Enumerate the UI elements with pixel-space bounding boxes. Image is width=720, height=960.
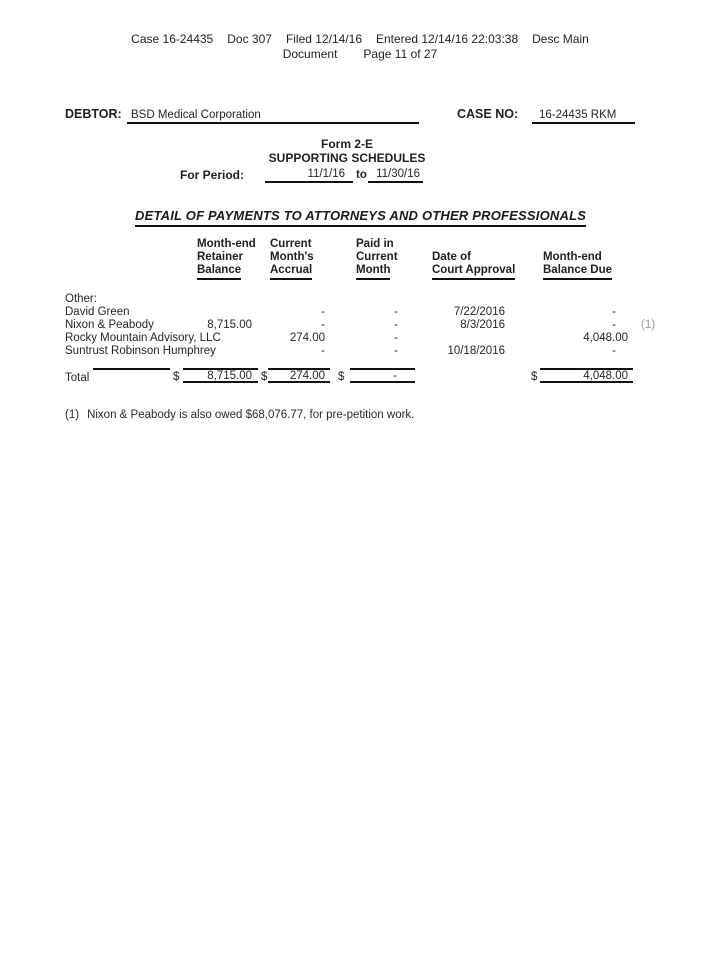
row-paid: - bbox=[394, 319, 398, 331]
row-note-ref: (1) bbox=[641, 319, 656, 331]
period-label: For Period: bbox=[180, 168, 245, 182]
header-paid-2: Current bbox=[356, 251, 398, 263]
header-accrual-2: Month's bbox=[270, 251, 314, 263]
row-paid: - bbox=[394, 306, 398, 318]
header-balance-1: Month-end bbox=[543, 251, 602, 263]
section-title: DETAIL OF PAYMENTS TO ATTORNEYS AND OTHER PROFESSIONALS bbox=[135, 208, 586, 227]
row-date: 10/18/2016 bbox=[447, 345, 505, 357]
row-accrual: 274.00 bbox=[289, 332, 325, 344]
period-from-field: 11/1/16 bbox=[265, 167, 353, 183]
header-retainer-2: Retainer bbox=[197, 251, 244, 263]
row-accrual: - bbox=[321, 319, 325, 331]
total-paid-currency: $ bbox=[338, 371, 345, 383]
group-label: Other: bbox=[65, 293, 97, 305]
row-balance: 4,048.00 bbox=[583, 332, 628, 344]
case-no-label: CASE NO: bbox=[457, 107, 519, 121]
table-header-line-1 bbox=[0, 238, 720, 252]
total-label: Total bbox=[65, 372, 90, 384]
total-accrual-value: 274.00 bbox=[268, 368, 330, 383]
table-group-row bbox=[0, 293, 720, 307]
table-header-line-3 bbox=[0, 264, 720, 278]
table-row bbox=[0, 306, 720, 320]
table-header-line-2 bbox=[0, 251, 720, 265]
header-paid-3: Month bbox=[356, 264, 390, 280]
footnote bbox=[65, 409, 414, 421]
table-row bbox=[0, 332, 720, 346]
stamp-document: Document bbox=[282, 47, 338, 61]
row-date: 7/22/2016 bbox=[453, 306, 505, 318]
stamp-desc: Desc Main bbox=[532, 32, 589, 46]
court-stamp-header bbox=[0, 32, 720, 62]
stamp-entered: Entered 12/14/16 22:03:38 bbox=[376, 32, 519, 46]
row-balance: - bbox=[612, 345, 616, 357]
row-balance: - bbox=[612, 306, 616, 318]
table-row bbox=[0, 345, 720, 359]
debtor-value-field: BSD Medical Corporation bbox=[127, 108, 419, 124]
total-retainer-value: 8,715.00 bbox=[183, 368, 258, 383]
debtor-label: DEBTOR: bbox=[65, 107, 122, 121]
case-no-value-field: 16-24435 RKM bbox=[532, 108, 635, 124]
header-retainer-1: Month-end bbox=[197, 238, 256, 250]
row-name: Suntrust Robinson Humphrey bbox=[65, 345, 216, 357]
stamp-filed: Filed 12/14/16 bbox=[285, 32, 362, 46]
row-paid: - bbox=[394, 345, 398, 357]
total-balance-currency: $ bbox=[531, 371, 538, 383]
header-accrual-1: Current bbox=[270, 238, 312, 250]
header-date-1: Date of bbox=[432, 251, 471, 263]
header-balance-2: Balance Due bbox=[543, 264, 612, 280]
table-total-row bbox=[0, 368, 720, 386]
header-paid-1: Paid in bbox=[356, 238, 394, 250]
header-retainer-3: Balance bbox=[197, 264, 241, 280]
row-balance: - bbox=[612, 319, 616, 331]
total-name-rule bbox=[93, 368, 170, 370]
row-retainer: 8,715.00 bbox=[207, 319, 252, 331]
stamp-case: Case 16-24435 bbox=[131, 32, 214, 46]
row-paid: - bbox=[394, 332, 398, 344]
header-date-2: Court Approval bbox=[432, 264, 515, 280]
total-paid-value: - bbox=[350, 368, 415, 383]
period-to-label: to bbox=[356, 169, 367, 181]
row-name: Nixon & Peabody bbox=[65, 319, 154, 331]
table-row bbox=[0, 319, 720, 333]
period-to-field: 11/30/16 bbox=[368, 167, 423, 183]
stamp-doc: Doc 307 bbox=[227, 32, 272, 46]
row-name: David Green bbox=[65, 306, 130, 318]
row-accrual: - bbox=[321, 345, 325, 357]
row-accrual: - bbox=[321, 306, 325, 318]
form-title: Form 2-E bbox=[320, 137, 373, 151]
footnote-text: Nixon & Peabody is also owed $68,076.77, for pre-petition work. bbox=[87, 409, 415, 421]
stamp-line-2 bbox=[0, 47, 720, 62]
footnote-label: (1) bbox=[65, 409, 80, 421]
total-retainer-currency: $ bbox=[173, 371, 180, 383]
total-accrual-currency: $ bbox=[261, 371, 268, 383]
form-subtitle: SUPPORTING SCHEDULES bbox=[268, 151, 426, 165]
stamp-page-number: Page 11 of 27 bbox=[363, 47, 438, 61]
stamp-line-1 bbox=[0, 32, 720, 47]
total-balance-value: 4,048.00 bbox=[540, 368, 633, 383]
row-name: Rocky Mountain Advisory, LLC bbox=[65, 332, 221, 344]
row-date: 8/3/2016 bbox=[460, 319, 505, 331]
header-accrual-3: Accrual bbox=[270, 264, 312, 280]
